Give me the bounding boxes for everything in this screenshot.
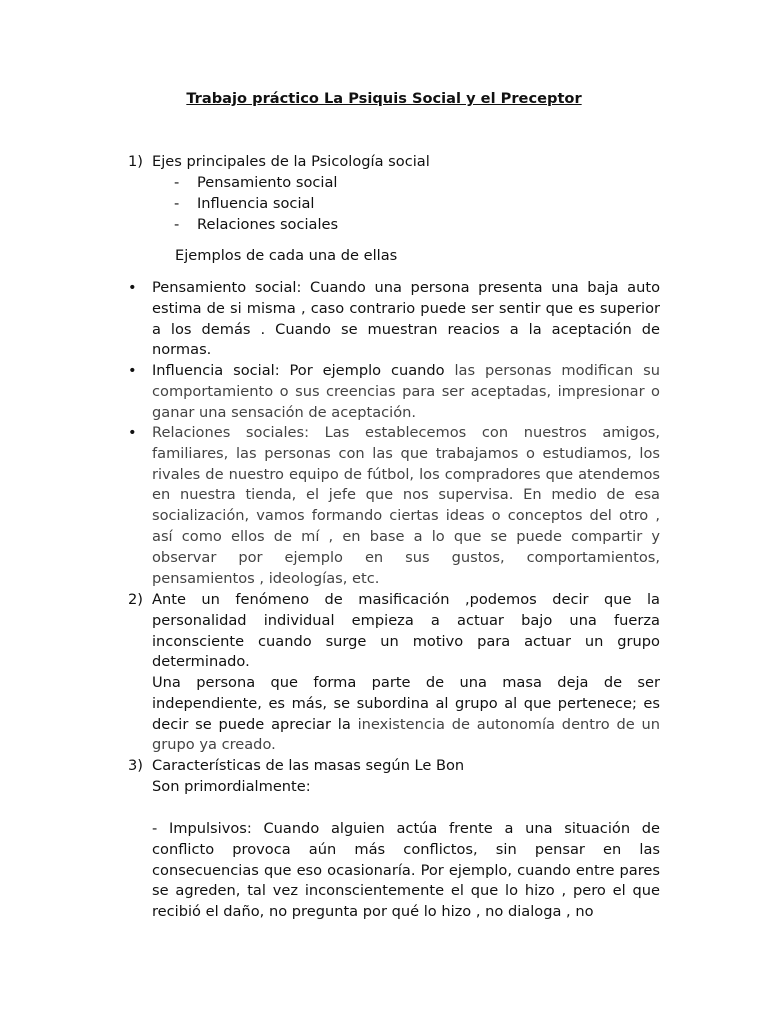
section-1-number: 1) bbox=[128, 153, 143, 170]
section-3-number: 3) bbox=[128, 757, 143, 774]
bullet-relaciones-sociales: Relaciones sociales: Las establecemos con nuestros amigos, familiares, las personas con las que trabajamos o estudiamos, los rivales de nuestro equipo de fútbol, los compradores que atendemos en nuestra tienda, el jefe que nos supervisa. En medio de esa socialización, vamos formando ciertas ideas o conceptos del otro , así como ellos de mí , en base a lo que se puede compartir y observar por ejemplo en sus gustos, comportamientos, pensamientos , ideologías, etc. bbox=[152, 424, 660, 587]
bullet-icon: • bbox=[128, 362, 137, 379]
section-2-p2-lead: Una persona que forma parte de una masa deja de ser independiente, es más, se subordina al grupo al que pertenece; es decir se puede apreciar la bbox=[152, 674, 660, 733]
section-2-p2-rest: inexistencia de autonomía dentro de un grupo ya creado. bbox=[152, 715, 660, 754]
bullet-influencia-social bbox=[152, 361, 660, 423]
document-title: Trabajo práctico La Psiquis Social y el Preceptor bbox=[186, 90, 582, 107]
list-item-influencia: Influencia social bbox=[197, 195, 315, 212]
bullet-pensamiento-social: Pensamiento social: Cuando una persona presenta una baja auto estima de si misma , caso contrario puede ser sentir que es superior a los demás . Cuando se muestran reacios a la aceptación de normas. bbox=[152, 279, 660, 359]
bullet-influencia-lead: Influencia social: Por ejemplo cuando bbox=[152, 362, 455, 379]
bullet-icon: • bbox=[128, 279, 137, 296]
list-item-pensamiento: Pensamiento social bbox=[197, 174, 338, 191]
list-dash: - bbox=[174, 216, 180, 233]
list-dash: - bbox=[174, 174, 180, 191]
section-3-heading: Características de las masas según Le Bon bbox=[152, 757, 465, 774]
bullet-icon: • bbox=[128, 424, 137, 441]
list-item-relaciones: Relaciones sociales bbox=[197, 216, 339, 233]
section-3-subheading: Son primordialmente: bbox=[152, 778, 311, 795]
list-dash: - bbox=[174, 195, 180, 212]
bullet-influencia-rest: las personas modifican su comportamiento o sus creencias para ser aceptadas, impresionar o ganar una sensación de aceptación. bbox=[152, 362, 660, 421]
examples-heading: Ejemplos de cada una de ellas bbox=[175, 247, 398, 264]
section-1-heading: Ejes principales de la Psicología social bbox=[152, 153, 430, 170]
section-3-paragraph-impulsivos: - Impulsivos: Cuando alguien actúa frente a una situación de conflicto provoca aún más conflictos, sin pensar en las consecuencias que eso ocasionaría. Por ejemplo, cuando entre pares se agreden, tal vez inconscientemente el que lo hizo , pero el que recibió el daño, no pregunta por qué lo hizo , no dialoga , no bbox=[152, 820, 660, 921]
section-2-number: 2) bbox=[128, 591, 143, 608]
section-2-paragraph-1: Ante un fenómeno de masificación ,podemos decir que la personalidad individual empieza a actuar bajo una fuerza inconsciente cuando surge un motivo para actuar un grupo determinado. bbox=[152, 591, 660, 671]
section-2-paragraph-2 bbox=[152, 673, 660, 756]
